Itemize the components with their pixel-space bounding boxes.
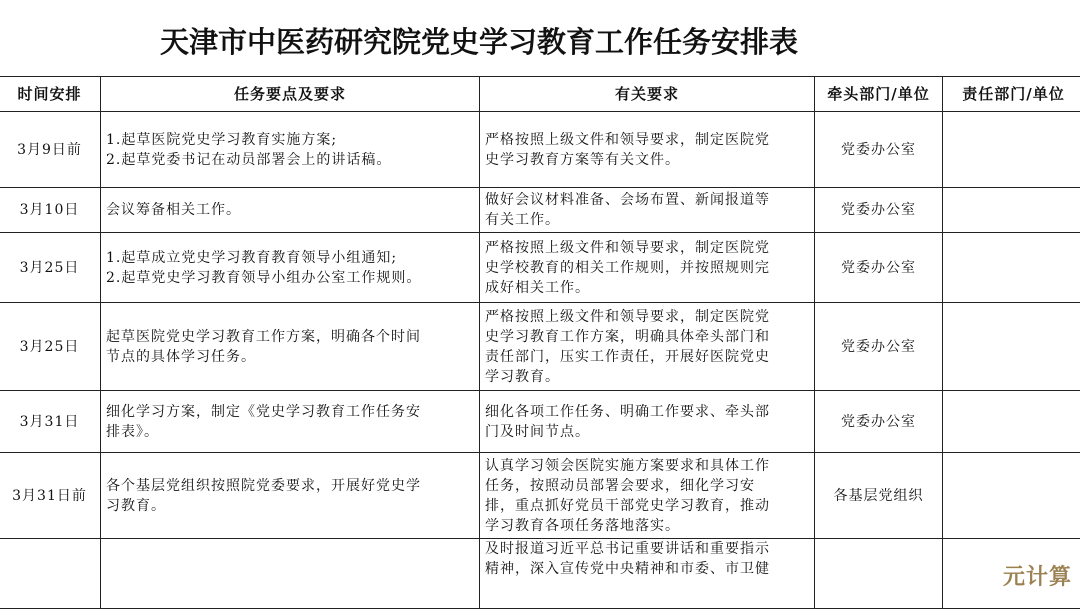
task-line: 2.起草党委书记在动员部署会上的讲话稿。 (106, 150, 474, 170)
responsible-dept-cell (943, 233, 1080, 303)
task-line: 会议筹备相关工作。 (106, 200, 474, 220)
task-line: 1.起草成立党史学习教育教育领导小组通知; (106, 248, 474, 268)
table-row (0, 453, 1080, 539)
responsible-dept-cell (943, 188, 1080, 233)
requirement-line: 史学习教育方案等有关文件。 (485, 150, 809, 170)
requirement-line: 责任部门，压实工作责任，开展好医院党史 (485, 347, 809, 367)
table-row (0, 233, 1080, 303)
task-line: 节点的具体学习任务。 (106, 347, 474, 367)
header-lead-dept: 牵头部门/单位 (815, 77, 943, 112)
requirements-cell (480, 453, 815, 539)
requirements-cell (480, 188, 815, 233)
requirement-line: 细化各项工作任务、明确工作要求、牵头部 (485, 402, 809, 422)
task-cell (101, 233, 480, 303)
responsible-dept-cell (943, 453, 1080, 539)
requirement-line: 史学校教育的相关工作规则，并按照规则完 (485, 258, 809, 278)
requirements-cell (480, 539, 815, 609)
requirement-line: 认真学习领会医院实施方案要求和具体工作 (485, 456, 809, 476)
task-line: 细化学习方案，制定《党史学习教育工作任务安 (106, 402, 474, 422)
task-cell (101, 453, 480, 539)
table-row (0, 303, 1080, 391)
task-cell (101, 391, 480, 453)
watermark-logo: 元计算 (1003, 560, 1072, 591)
task-line: 1.起草医院党史学习教育实施方案; (106, 130, 474, 150)
task-line: 排表》。 (106, 422, 474, 442)
requirement-line: 任务，按照动员部署会要求，细化学习安 (485, 476, 809, 496)
task-line: 起草医院党史学习教育工作方案，明确各个时间 (106, 327, 474, 347)
requirement-line: 严格按照上级文件和领导要求，制定医院党 (485, 307, 809, 327)
header-responsible-dept: 责任部门/单位 (943, 77, 1080, 112)
lead-dept-cell: 各基层党组织 (815, 453, 943, 539)
requirement-line: 严格按照上级文件和领导要求，制定医院党 (485, 130, 809, 150)
table-row (0, 539, 1080, 609)
table-row (0, 391, 1080, 453)
requirement-line: 有关工作。 (485, 210, 809, 230)
requirement-line: 精神，深入宣传党中央精神和市委、市卫健 (485, 559, 809, 579)
time-cell: 3月25日 (0, 303, 101, 391)
lead-dept-cell (815, 539, 943, 609)
task-cell (101, 303, 480, 391)
document-title: 天津市中医药研究院党史学习教育工作任务安排表 (160, 20, 798, 61)
header-time: 时间安排 (0, 77, 101, 112)
requirement-line: 严格按照上级文件和领导要求，制定医院党 (485, 238, 809, 258)
task-line: 2.起草党史学习教育领导小组办公室工作规则。 (106, 268, 474, 288)
requirements-cell (480, 303, 815, 391)
lead-dept-cell: 党委办公室 (815, 112, 943, 188)
time-cell: 3月9日前 (0, 112, 101, 188)
requirements-cell (480, 233, 815, 303)
time-cell: 3月25日 (0, 233, 101, 303)
lead-dept-cell: 党委办公室 (815, 303, 943, 391)
requirements-cell (480, 112, 815, 188)
header-task: 任务要点及要求 (101, 77, 480, 112)
time-cell: 3月31日 (0, 391, 101, 453)
requirement-line: 学习教育各项任务落地落实。 (485, 516, 809, 536)
task-cell (101, 539, 480, 609)
time-cell: 3月10日 (0, 188, 101, 233)
time-cell (0, 539, 101, 609)
requirement-line: 学习教育。 (485, 367, 809, 387)
table-header-row (0, 77, 1080, 112)
requirement-line: 及时报道习近平总书记重要讲话和重要指示 (485, 539, 809, 559)
requirement-line: 成好相关工作。 (485, 278, 809, 298)
requirement-line: 门及时间节点。 (485, 422, 809, 442)
lead-dept-cell: 党委办公室 (815, 391, 943, 453)
task-cell (101, 112, 480, 188)
task-line: 各个基层党组织按照院党委要求，开展好党史学 (106, 476, 474, 496)
requirements-cell (480, 391, 815, 453)
responsible-dept-cell (943, 303, 1080, 391)
time-cell: 3月31日前 (0, 453, 101, 539)
schedule-table (0, 76, 1080, 609)
table-row (0, 112, 1080, 188)
header-requirements: 有关要求 (480, 77, 815, 112)
lead-dept-cell: 党委办公室 (815, 188, 943, 233)
responsible-dept-cell (943, 391, 1080, 453)
task-cell (101, 188, 480, 233)
requirement-line: 排，重点抓好党员干部党史学习教育，推动 (485, 496, 809, 516)
lead-dept-cell: 党委办公室 (815, 233, 943, 303)
requirement-line: 做好会议材料准备、会场布置、新闻报道等 (485, 190, 809, 210)
requirement-line: 史学习教育工作方案，明确具体牵头部门和 (485, 327, 809, 347)
table-row (0, 188, 1080, 233)
responsible-dept-cell (943, 112, 1080, 188)
task-line: 习教育。 (106, 496, 474, 516)
